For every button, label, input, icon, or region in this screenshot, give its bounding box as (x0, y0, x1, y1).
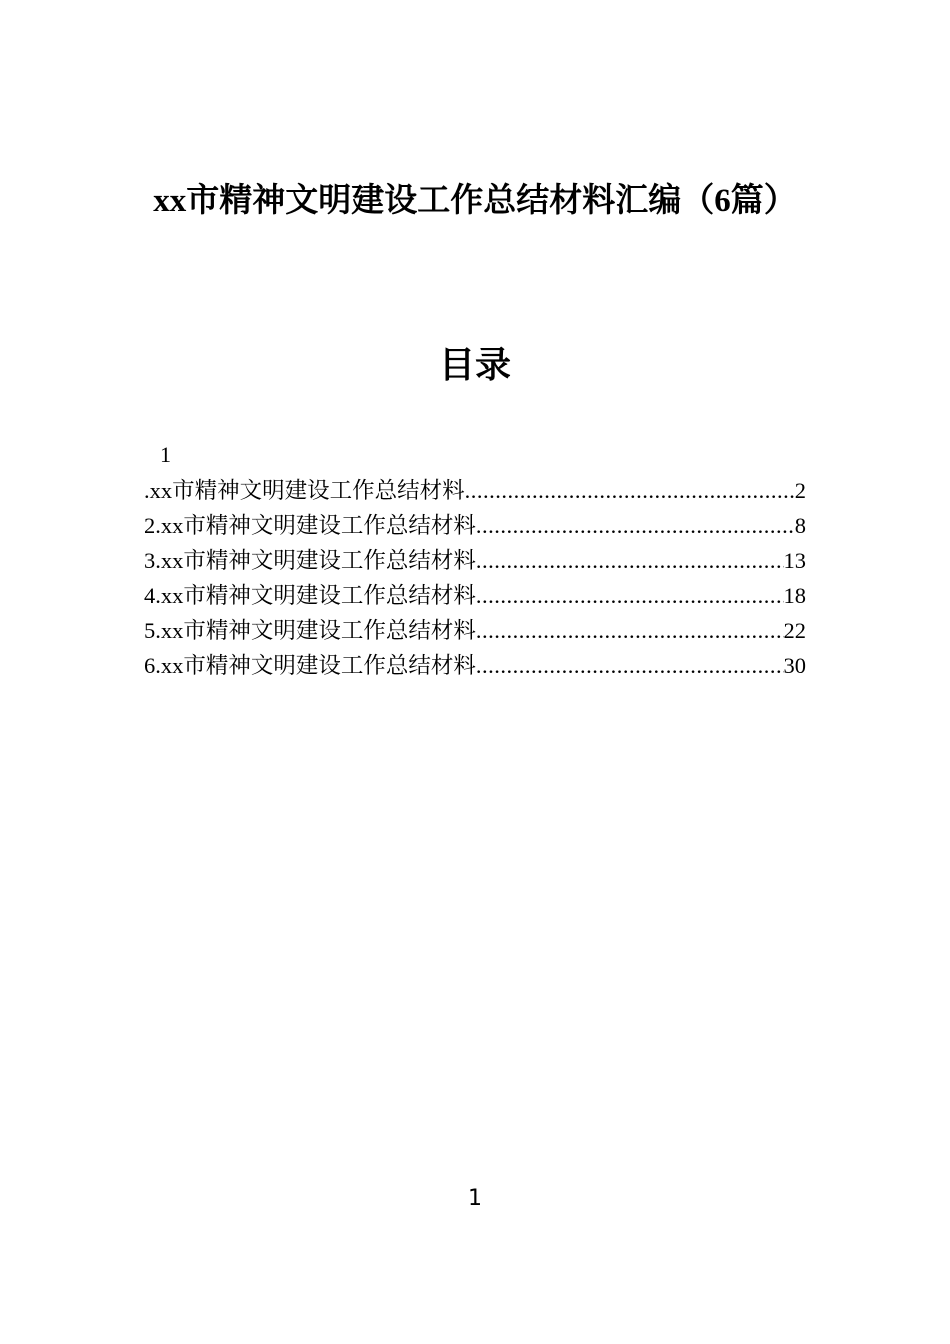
toc-dot-leader (476, 618, 784, 644)
toc-entry-page: 18 (783, 583, 806, 608)
toc-entry-title: 3.xx市精神文明建设工作总结材料 (144, 548, 476, 573)
toc-heading: 目录 (438, 345, 511, 385)
table-of-contents (144, 473, 806, 683)
toc-dot-leader (476, 513, 795, 539)
toc-entry-page: 22 (783, 618, 806, 643)
toc-entry-page: 8 (794, 513, 806, 538)
toc-dot-leader (476, 548, 784, 574)
toc-entry[interactable] (144, 508, 806, 543)
toc-entry[interactable] (144, 578, 806, 613)
toc-entry-page: 2 (794, 478, 806, 503)
toc-entry-title: 4.xx市精神文明建设工作总结材料 (144, 583, 476, 608)
toc-entry-title: .xx市精神文明建设工作总结材料 (144, 478, 465, 503)
toc-entry[interactable] (144, 473, 806, 508)
toc-entry-title: 6.xx市精神文明建设工作总结材料 (144, 653, 476, 678)
toc-entry-title: 2.xx市精神文明建设工作总结材料 (144, 513, 476, 538)
toc-entry[interactable] (144, 543, 806, 578)
toc-entry-page: 30 (783, 653, 806, 678)
toc-entry-page: 13 (783, 548, 806, 573)
toc-entry[interactable] (144, 648, 806, 683)
toc-entry[interactable] (144, 613, 806, 648)
toc-first-number: 1 (160, 442, 171, 467)
toc-dot-leader (476, 653, 784, 679)
toc-entry-title: 5.xx市精神文明建设工作总结材料 (144, 618, 476, 643)
page-number: 1 (468, 1186, 482, 1211)
toc-dot-leader (465, 478, 795, 504)
toc-dot-leader (476, 583, 784, 609)
document-title: xx市精神文明建设工作总结材料汇编（6篇） (153, 183, 797, 219)
